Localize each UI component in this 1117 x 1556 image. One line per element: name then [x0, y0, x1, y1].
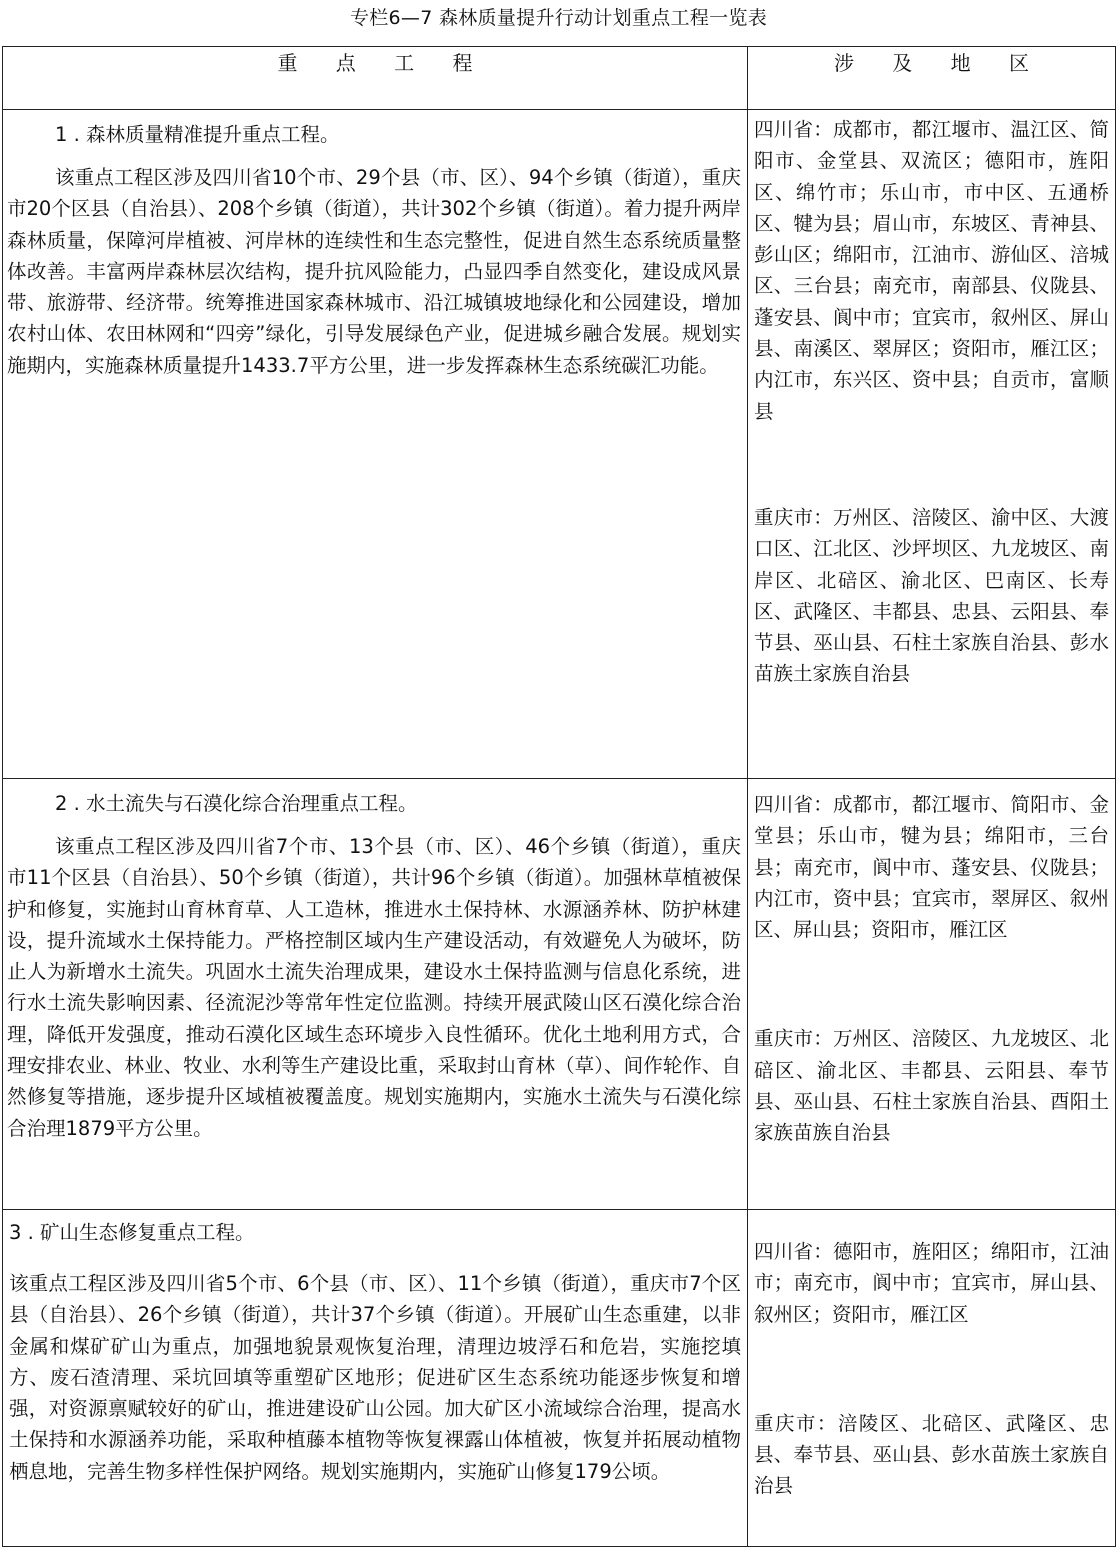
region-cell: [748, 110, 1116, 779]
project-cell: [3, 779, 748, 1210]
header-regions: 涉 及 地 区: [748, 47, 1116, 110]
table-header-row: [3, 47, 1116, 110]
table-row: [3, 1210, 1116, 1547]
region-chongqing: 重庆市：涪陵区、北碚区、武隆区、忠县、奉节县、巫山县、彭水苗族土家族自治县: [754, 1411, 1109, 1498]
project-cell: [3, 1210, 748, 1547]
project-description: 该重点工程区涉及四川省10个市、29个县（市、区）、94个乡镇（街道），重庆市20个区县（自治县）、208个乡镇（街道），共计302个乡镇（街道）。着力提升两岸森林质量，保障河岸植被、河岸林的连续性和生态完整性，促进自然生态系统质量整体改善。丰富两岸森林层次结构，提升抗风险能力，凸显四季自然变化，建设成风景带、旅游带、经济带。统筹推进国家森林城市、沿江城镇坡地绿化和公园建设，增加农村山体、农田林网和“四旁”绿化，引导发展绿色产业，促进城乡融合发展。规划实施期内，实施森林质量提升1433.7平方公里，进一步发挥森林生态系统碳汇功能。: [7, 166, 741, 377]
region-cell: [748, 779, 1116, 1210]
region-cell: [748, 1210, 1116, 1547]
region-sichuan: 四川省：成都市，都江堰市、温江区、简阳市、金堂县、双流区；德阳市，旌阳区、绵竹市；乐山市，市中区、五通桥区、犍为县；眉山市，东坡区、青神县、彭山区；绵阳市，江油市、游仙区、涪城区、三台县；南充市，南部县、仪陇县、蓬安县、阆中市；宜宾市，叙州区、屏山县、南溪区、翠屏区；资阳市，雁江区；内江市，东兴区、资中县；自贡市，富顺县: [754, 118, 1109, 423]
header-key-project: 重 点 工 程: [3, 47, 748, 110]
project-description: 该重点工程区涉及四川省7个市、13个县（市、区）、46个乡镇（街道），重庆市11个区县（自治县）、50个乡镇（街道），共计96个乡镇（街道）。加强林草植被保护和修复，实施封山育林育草、人工造林，推进水土保持林、水源涵养林、防护林建设，提升流域水土保持能力。严格控制区域内生产建设活动，有效避免人为破坏，防止人为新增水土流失。巩固水土流失治理成果，建设水土保持监测与信息化系统，进行水土流失影响因素、径流泥沙等常年性定位监测。持续开展武陵山区石漠化综合治理，降低开发强度，推动石漠化区域生态环境步入良性循环。优化土地利用方式，合理安排农业、林业、牧业、水利等生产建设比重，采取封山育林（草）、间作轮作、自然修复等措施，逐步提升区域植被覆盖度。规划实施期内，实施水土流失与石漠化综合治理1879平方公里。: [7, 835, 741, 1140]
table-row: [3, 110, 1116, 779]
project-cell: [3, 110, 748, 779]
project-title: 1 . 森林质量精准提升重点工程。: [55, 123, 340, 146]
project-description: 该重点工程区涉及四川省5个市、6个县（市、区）、11个乡镇（街道），重庆市7个区县（自治县）、26个乡镇（街道），共计37个乡镇（街道）。开展矿山生态重建，以非金属和煤矿矿山为重点，加强地貌景观恢复治理，清理边坡浮石和危岩，实施挖填方、废石渣清理、采坑回填等重塑矿区地形；促进矿区生态系统功能逐步恢复和增强，对资源禀赋较好的矿山，推进建设矿山公园。加大矿区小流域综合治理，提高水土保持和水源涵养功能，采取种植藤本植物等恢复裸露山体植被，恢复并拓展动植物栖息地，完善生物多样性保护网络。规划实施期内，实施矿山修复179公顷。: [9, 1272, 741, 1483]
region-sichuan: 四川省：德阳市，旌阳区；绵阳市，江油市；南充市，阆中市；宜宾市，屏山县、叙州区；资阳市，雁江区: [754, 1240, 1109, 1326]
region-chongqing: 重庆市：万州区、涪陵区、九龙坡区、北碚区、渝北区、丰都县、云阳县、奉节县、巫山县、石柱土家族自治县、酉阳土家族苗族自治县: [754, 1027, 1109, 1145]
table-caption: 专栏6—7 森林质量提升行动计划重点工程一览表: [349, 7, 768, 29]
project-title: 2 . 水土流失与石漠化综合治理重点工程。: [55, 792, 418, 815]
project-title: 3 . 矿山生态修复重点工程。: [9, 1221, 255, 1244]
region-chongqing: 重庆市：万州区、涪陵区、渝中区、大渡口区、江北区、沙坪坝区、九龙坡区、南岸区、北碚区、渝北区、巴南区、长寿区、武隆区、丰都县、忠县、云阳县、奉节县、巫山县、石柱土家族自治县、彭水苗族土家族自治县: [754, 505, 1109, 686]
region-sichuan: 四川省：成都市，都江堰市、简阳市、金堂县；乐山市，犍为县；绵阳市，三台县；南充市，阆中市、蓬安县、仪陇县；内江市，资中县；宜宾市，翠屏区、叙州区、屏山县；资阳市，雁江区: [754, 793, 1109, 942]
key-projects-table: [2, 46, 1116, 1547]
table-row: [3, 779, 1116, 1210]
